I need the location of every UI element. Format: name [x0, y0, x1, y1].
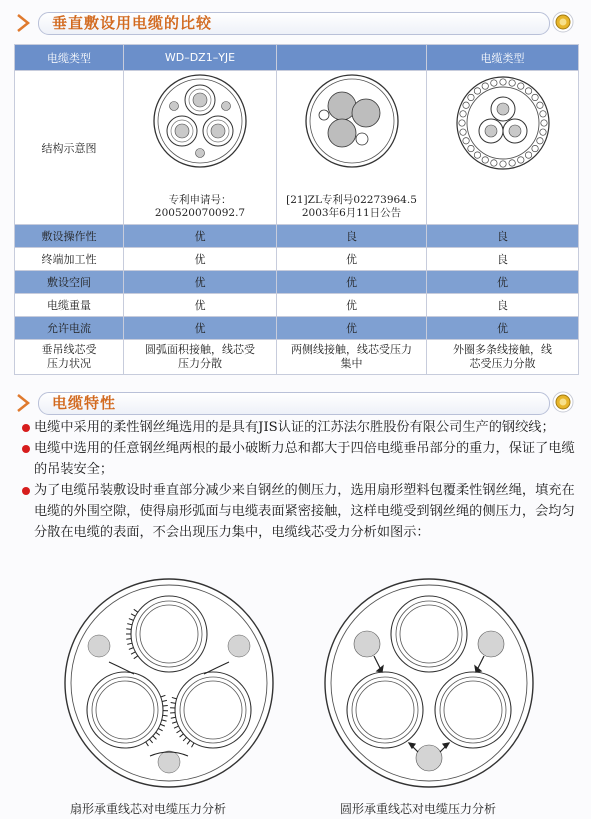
patent-line: 200520070092.7	[154, 207, 246, 219]
section-header-features	[12, 390, 578, 416]
cell-line: 圆弧面积接触，线芯受	[145, 343, 255, 356]
fan-shaped-cable-diagram	[152, 73, 248, 169]
table-row	[15, 225, 579, 248]
list-item	[22, 438, 582, 480]
fan-shaped-core-pressure-diagram	[62, 576, 276, 790]
table-cell: 优	[427, 271, 579, 294]
list-item-text: 电缆中采用的柔性钢丝绳选用的是具有JIS认证的江苏法尔胜股份有限公司生产的钢绞线；	[34, 420, 555, 435]
bullet-icon	[22, 487, 30, 495]
list-item	[22, 417, 582, 438]
wire-strand	[517, 83, 523, 89]
cell-line: 两侧线接触，线芯受压力	[291, 343, 412, 356]
contact-hatch	[126, 629, 131, 630]
wire-strand	[508, 160, 514, 166]
wire-strand	[462, 102, 468, 108]
patent-line: [21]ZL专利号02273964.5	[286, 194, 417, 206]
comparison-table	[14, 44, 579, 375]
round-core-pressure-diagram	[322, 576, 536, 790]
table-cell: 良	[277, 225, 427, 248]
wire-strand	[490, 80, 496, 86]
wire-strand	[462, 138, 468, 144]
wire-strand	[536, 102, 542, 108]
table-cell: 优	[124, 317, 277, 340]
contact-hatch	[126, 639, 131, 640]
section-header-comparison	[12, 10, 578, 36]
table-cell: 优	[124, 271, 277, 294]
wire-strand	[525, 88, 531, 94]
figure-caption: 圆形承重线芯对电缆压力分析	[340, 802, 497, 816]
table-row	[15, 271, 579, 294]
table-cell: 良	[427, 225, 579, 248]
cell-line: 集中	[340, 357, 363, 370]
table-cell	[124, 340, 277, 375]
table-cell: 优	[124, 294, 277, 317]
patent-line: 2003年6月11日公告	[301, 207, 402, 219]
wire-strand	[490, 160, 496, 166]
table-header-cell: WD–DZ1–YJE	[124, 45, 277, 71]
wire-strand	[531, 145, 537, 151]
table-row	[15, 294, 579, 317]
table-header-cell: 电缆类型	[15, 45, 124, 71]
wire-strand	[499, 79, 505, 85]
table-row	[15, 248, 579, 271]
wire-strand	[540, 120, 546, 126]
figure-caption: 扇形承重线芯对电缆压力分析	[70, 802, 227, 816]
row-label-line: 垂吊线芯受	[41, 343, 97, 356]
row-label	[15, 340, 124, 375]
multi-wire-cable-diagram	[453, 73, 553, 173]
cell-line: 外圈多条线接触，线	[453, 343, 552, 356]
round-cable-diagram	[304, 73, 400, 169]
table-cell: 优	[277, 271, 427, 294]
wire-strand	[467, 94, 473, 100]
wire-strand	[539, 111, 545, 117]
wire-strand	[499, 161, 505, 167]
wire-strand	[459, 129, 465, 135]
table-header-row	[15, 45, 579, 71]
wire-strand	[459, 111, 465, 117]
row-label: 终端加工性	[15, 248, 124, 271]
row-label: 敷设操作性	[15, 225, 124, 248]
cell-line: 芯受压力分散	[469, 357, 536, 370]
wire-strand	[458, 120, 464, 126]
chevron-right-icon	[14, 393, 32, 413]
table-cell: 优	[277, 317, 427, 340]
row-label: 允许电流	[15, 317, 124, 340]
wire-strand	[467, 145, 473, 151]
chevron-right-icon	[14, 13, 32, 33]
wire-strand	[482, 83, 488, 89]
bullet-icon	[22, 445, 30, 453]
row-label: 电缆重量	[15, 294, 124, 317]
contact-hatch	[163, 706, 168, 707]
table-cell: 优	[427, 317, 579, 340]
wire-strand	[482, 157, 488, 163]
gold-badge-icon	[552, 391, 574, 413]
wire-strand	[474, 152, 480, 158]
table-cell: 优	[277, 294, 427, 317]
table-cell: 良	[427, 248, 579, 271]
table-cell: 优	[124, 225, 277, 248]
wire-strand	[517, 157, 523, 163]
table-row	[15, 317, 579, 340]
cable-structure-cell	[124, 71, 277, 225]
cable-structure-cell	[427, 71, 579, 225]
cell-line: 压力分散	[178, 357, 222, 370]
table-header-cell: 电缆类型	[427, 45, 579, 71]
row-label: 敷设空间	[15, 271, 124, 294]
row-label-line: 压力状况	[47, 357, 91, 370]
cable-structure-cell	[277, 71, 427, 225]
bullet-icon	[22, 424, 30, 432]
table-cell: 优	[124, 248, 277, 271]
wire-strand	[539, 129, 545, 135]
wire-strand	[508, 80, 514, 86]
table-row	[15, 71, 579, 225]
wire-strand	[525, 152, 531, 158]
list-item	[22, 480, 582, 543]
list-item-text: 为了电缆吊装敷设时垂直部分减少来自钢丝的侧压力，选用扇形塑料包覆柔性钢丝绳，填充在电缆的外围空隙，使得扇形弧面与电缆表面紧密接触，这样电缆受到钢丝绳的侧压力，会均匀分散在电缆的表面，不会出现压力集中，电缆线芯受力分析如图示：	[34, 483, 575, 540]
table-cell: 优	[277, 248, 427, 271]
list-item-text: 电缆中选用的任意钢丝绳两根的最小破断力总和都大于四倍电缆垂吊部分的重力，保证了电缆的吊装安全；	[34, 441, 575, 477]
table-cell: 良	[427, 294, 579, 317]
table-cell	[427, 340, 579, 375]
table-cell	[277, 340, 427, 375]
table-header-cell	[277, 45, 427, 71]
contact-hatch	[163, 715, 168, 716]
section-title: 垂直敷设用电缆的比较	[52, 14, 213, 32]
table-row	[15, 340, 579, 375]
wire-strand	[474, 88, 480, 94]
wire-strand	[531, 94, 537, 100]
wire-strand	[536, 138, 542, 144]
row-label: 结构示意图	[15, 71, 124, 225]
feature-list	[22, 417, 582, 543]
section-title: 电缆特性	[52, 394, 117, 412]
patent-line: 专利申请号：	[168, 194, 232, 206]
gold-badge-icon	[552, 11, 574, 33]
